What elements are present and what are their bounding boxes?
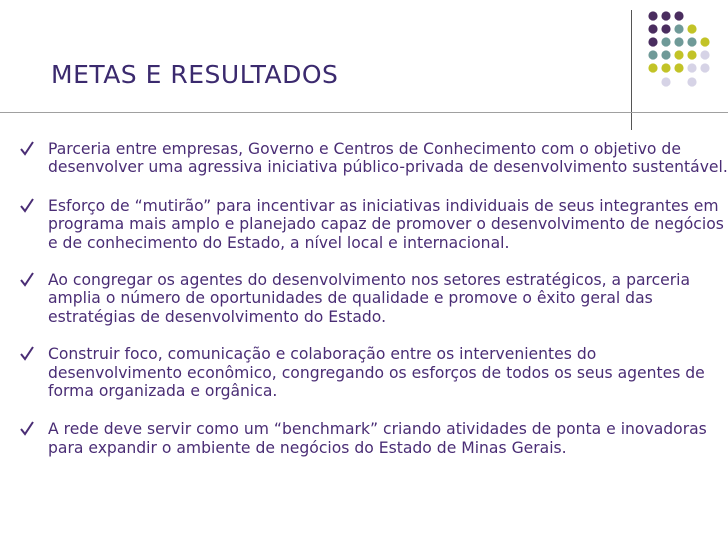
dot-purple [661, 24, 670, 33]
dot-purple [648, 24, 657, 33]
bullet-text: Ao congregar os agentes do desenvolvimento nos setores estratégicos, a parceria amplia o número de oportunidades de qualidade e promove o êxito geral das estratégias de desenvolvimento do Estado. [48, 271, 691, 326]
dot-lilac [700, 50, 709, 59]
dot-lilac [700, 63, 709, 72]
dot-lilac [661, 77, 670, 86]
dot-teal [648, 50, 657, 59]
dot-olive [648, 63, 657, 72]
dot-purple [648, 37, 657, 46]
checkmark-icon [20, 346, 34, 362]
bullet-text: Construir foco, comunicação e colaboração entre os intervenientes do desenvolvimento econômico, congregando os esforços de todos os seus agentes de forma organizada e orgânica. [48, 345, 705, 401]
bullet-list [0, 128, 728, 457]
title-rule [0, 112, 728, 113]
bullet-text: Esforço de “mutirão” para incentivar as iniciativas individuais de seus integrantes em programa mais amplo e planejado capaz de promover o desenvolvimento de negócios e de conhecimento do Estado, a nível local e internacional. [48, 196, 724, 252]
checkmark-icon [20, 141, 34, 157]
bullet-item [0, 197, 728, 252]
dot-olive [674, 50, 683, 59]
dot-olive [674, 63, 683, 72]
bullet-text: A rede deve servir como um “benchmark” criando atividades de ponta e inovadoras para expandir o ambiente de negócios do Estado de Minas Gerais. [48, 420, 707, 457]
slide-title: METAS E RESULTADOS [51, 60, 339, 89]
dot-lilac [687, 77, 696, 86]
dot-teal [687, 37, 696, 46]
bullet-item [0, 420, 728, 457]
dot-teal [661, 50, 670, 59]
bullet-item [0, 345, 728, 400]
dot-lilac [687, 63, 696, 72]
bullet-text: Parceria entre empresas, Governo e Centros de Conhecimento com o objetivo de desenvolver uma agressiva iniciativa público-privada de desenvolvimento sustentável. [48, 140, 728, 177]
dot-olive [661, 63, 670, 72]
dot-olive [687, 24, 696, 33]
dot-purple [661, 11, 670, 20]
checkmark-icon [20, 272, 34, 288]
dot-purple [648, 11, 657, 20]
bullet-item [0, 140, 728, 177]
dot-teal [661, 37, 670, 46]
checkmark-icon [20, 421, 34, 437]
dot-olive [687, 50, 696, 59]
dot-teal [674, 24, 683, 33]
dot-teal [674, 37, 683, 46]
dot-olive [700, 37, 709, 46]
bullet-item [0, 271, 728, 326]
checkmark-icon [20, 198, 34, 214]
dot-purple [674, 11, 683, 20]
decorative-dot-grid [644, 0, 728, 120]
